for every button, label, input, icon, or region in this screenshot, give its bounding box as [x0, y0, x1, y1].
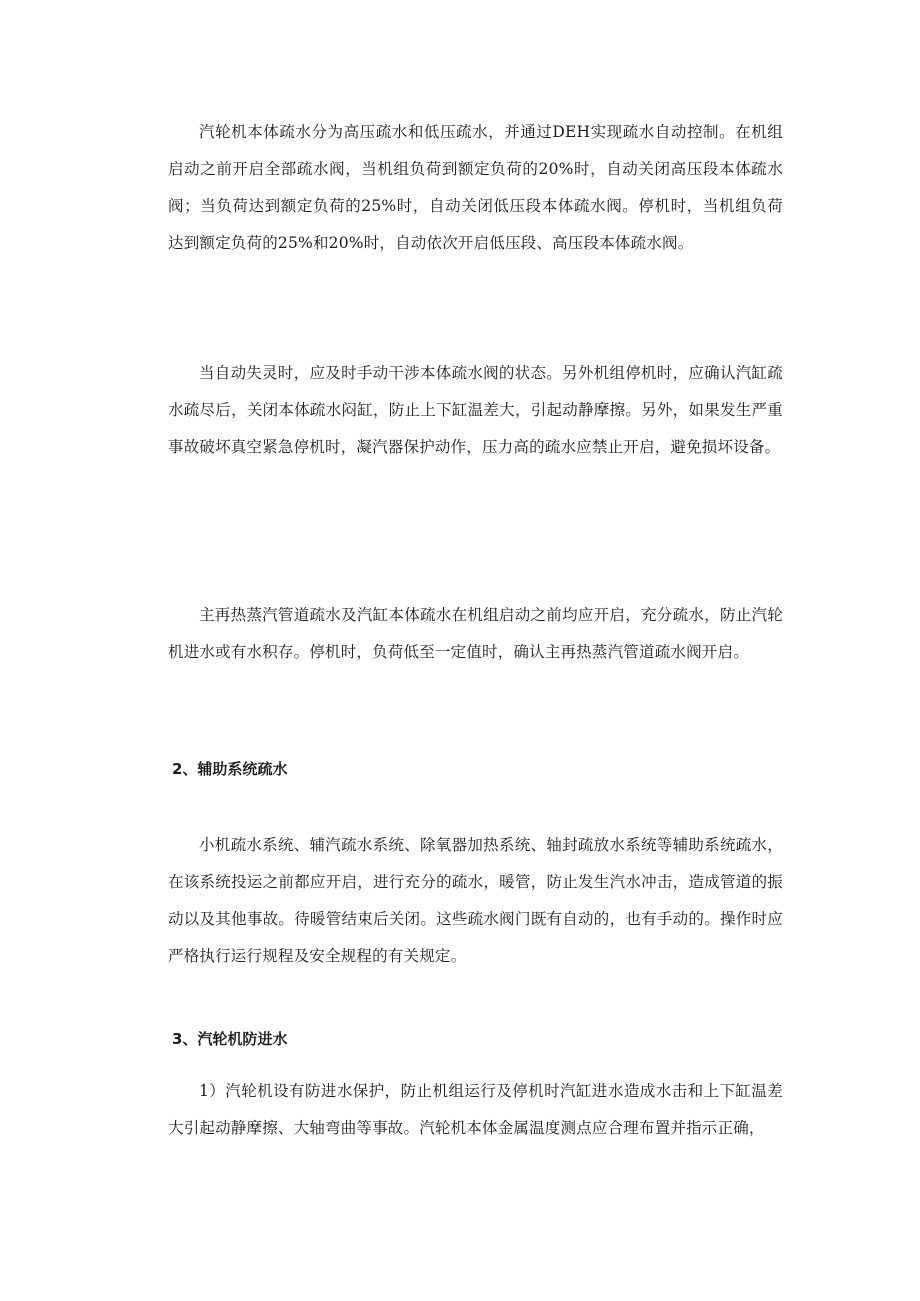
paragraph-water-induction-protection: 1）汽轮机设有防进水保护，防止机组运行及停机时汽缸进水造成水击和上下缸温差大引起动静摩擦、大轴弯曲等事故。汽轮机本体金属温度测点应合理布置并指示正确， [168, 1082, 783, 1137]
section-heading-water-induction: 3、汽轮机防进水 [172, 1030, 288, 1048]
paragraph-body-drain-control: 汽轮机本体疏水分为高压疏水和低压疏水，并通过DEH实现疏水自动控制。在机组启动之前开启全部疏水阀，当机组负荷到额定负荷的20%时，自动关闭高压段本体疏水阀；当负荷达到额定负荷的25%时，自动关闭低压段本体疏水阀。停机时，当机组负荷达到额定负荷的25%和20%时，自动依次开启低压段、高压段本体疏水阀。 [168, 123, 783, 252]
paragraph-auto-failure: 当自动失灵时，应及时手动干涉本体疏水阀的状态。另外机组停机时，应确认汽缸疏水疏尽后，关闭本体疏水闷缸，防止上下缸温差大，引起动静摩擦。另外，如果发生严重事故破坏真空紧急停机时，凝汽器保护动作，压力高的疏水应禁止开启，避免损坏设备。 [168, 364, 783, 456]
paragraph-main-reheat-drain: 主再热蒸汽管道疏水及汽缸本体疏水在机组启动之前均应开启，充分疏水，防止汽轮机进水或有水积存。停机时，负荷低至一定值时，确认主再热蒸汽管道疏水阀开启。 [168, 606, 783, 661]
section-heading-auxiliary-drain: 2、辅助系统疏水 [172, 760, 288, 778]
paragraph-auxiliary-drain: 小机疏水系统、辅汽疏水系统、除氧器加热系统、轴封疏放水系统等辅助系统疏水，在该系统投运之前都应开启，进行充分的疏水，暖管，防止发生汽水冲击，造成管道的振动以及其他事故。待暖管结束后关闭。这些疏水阀门既有自动的，也有手动的。操作时应严格执行运行规程及安全规程的有关规定。 [168, 836, 783, 965]
